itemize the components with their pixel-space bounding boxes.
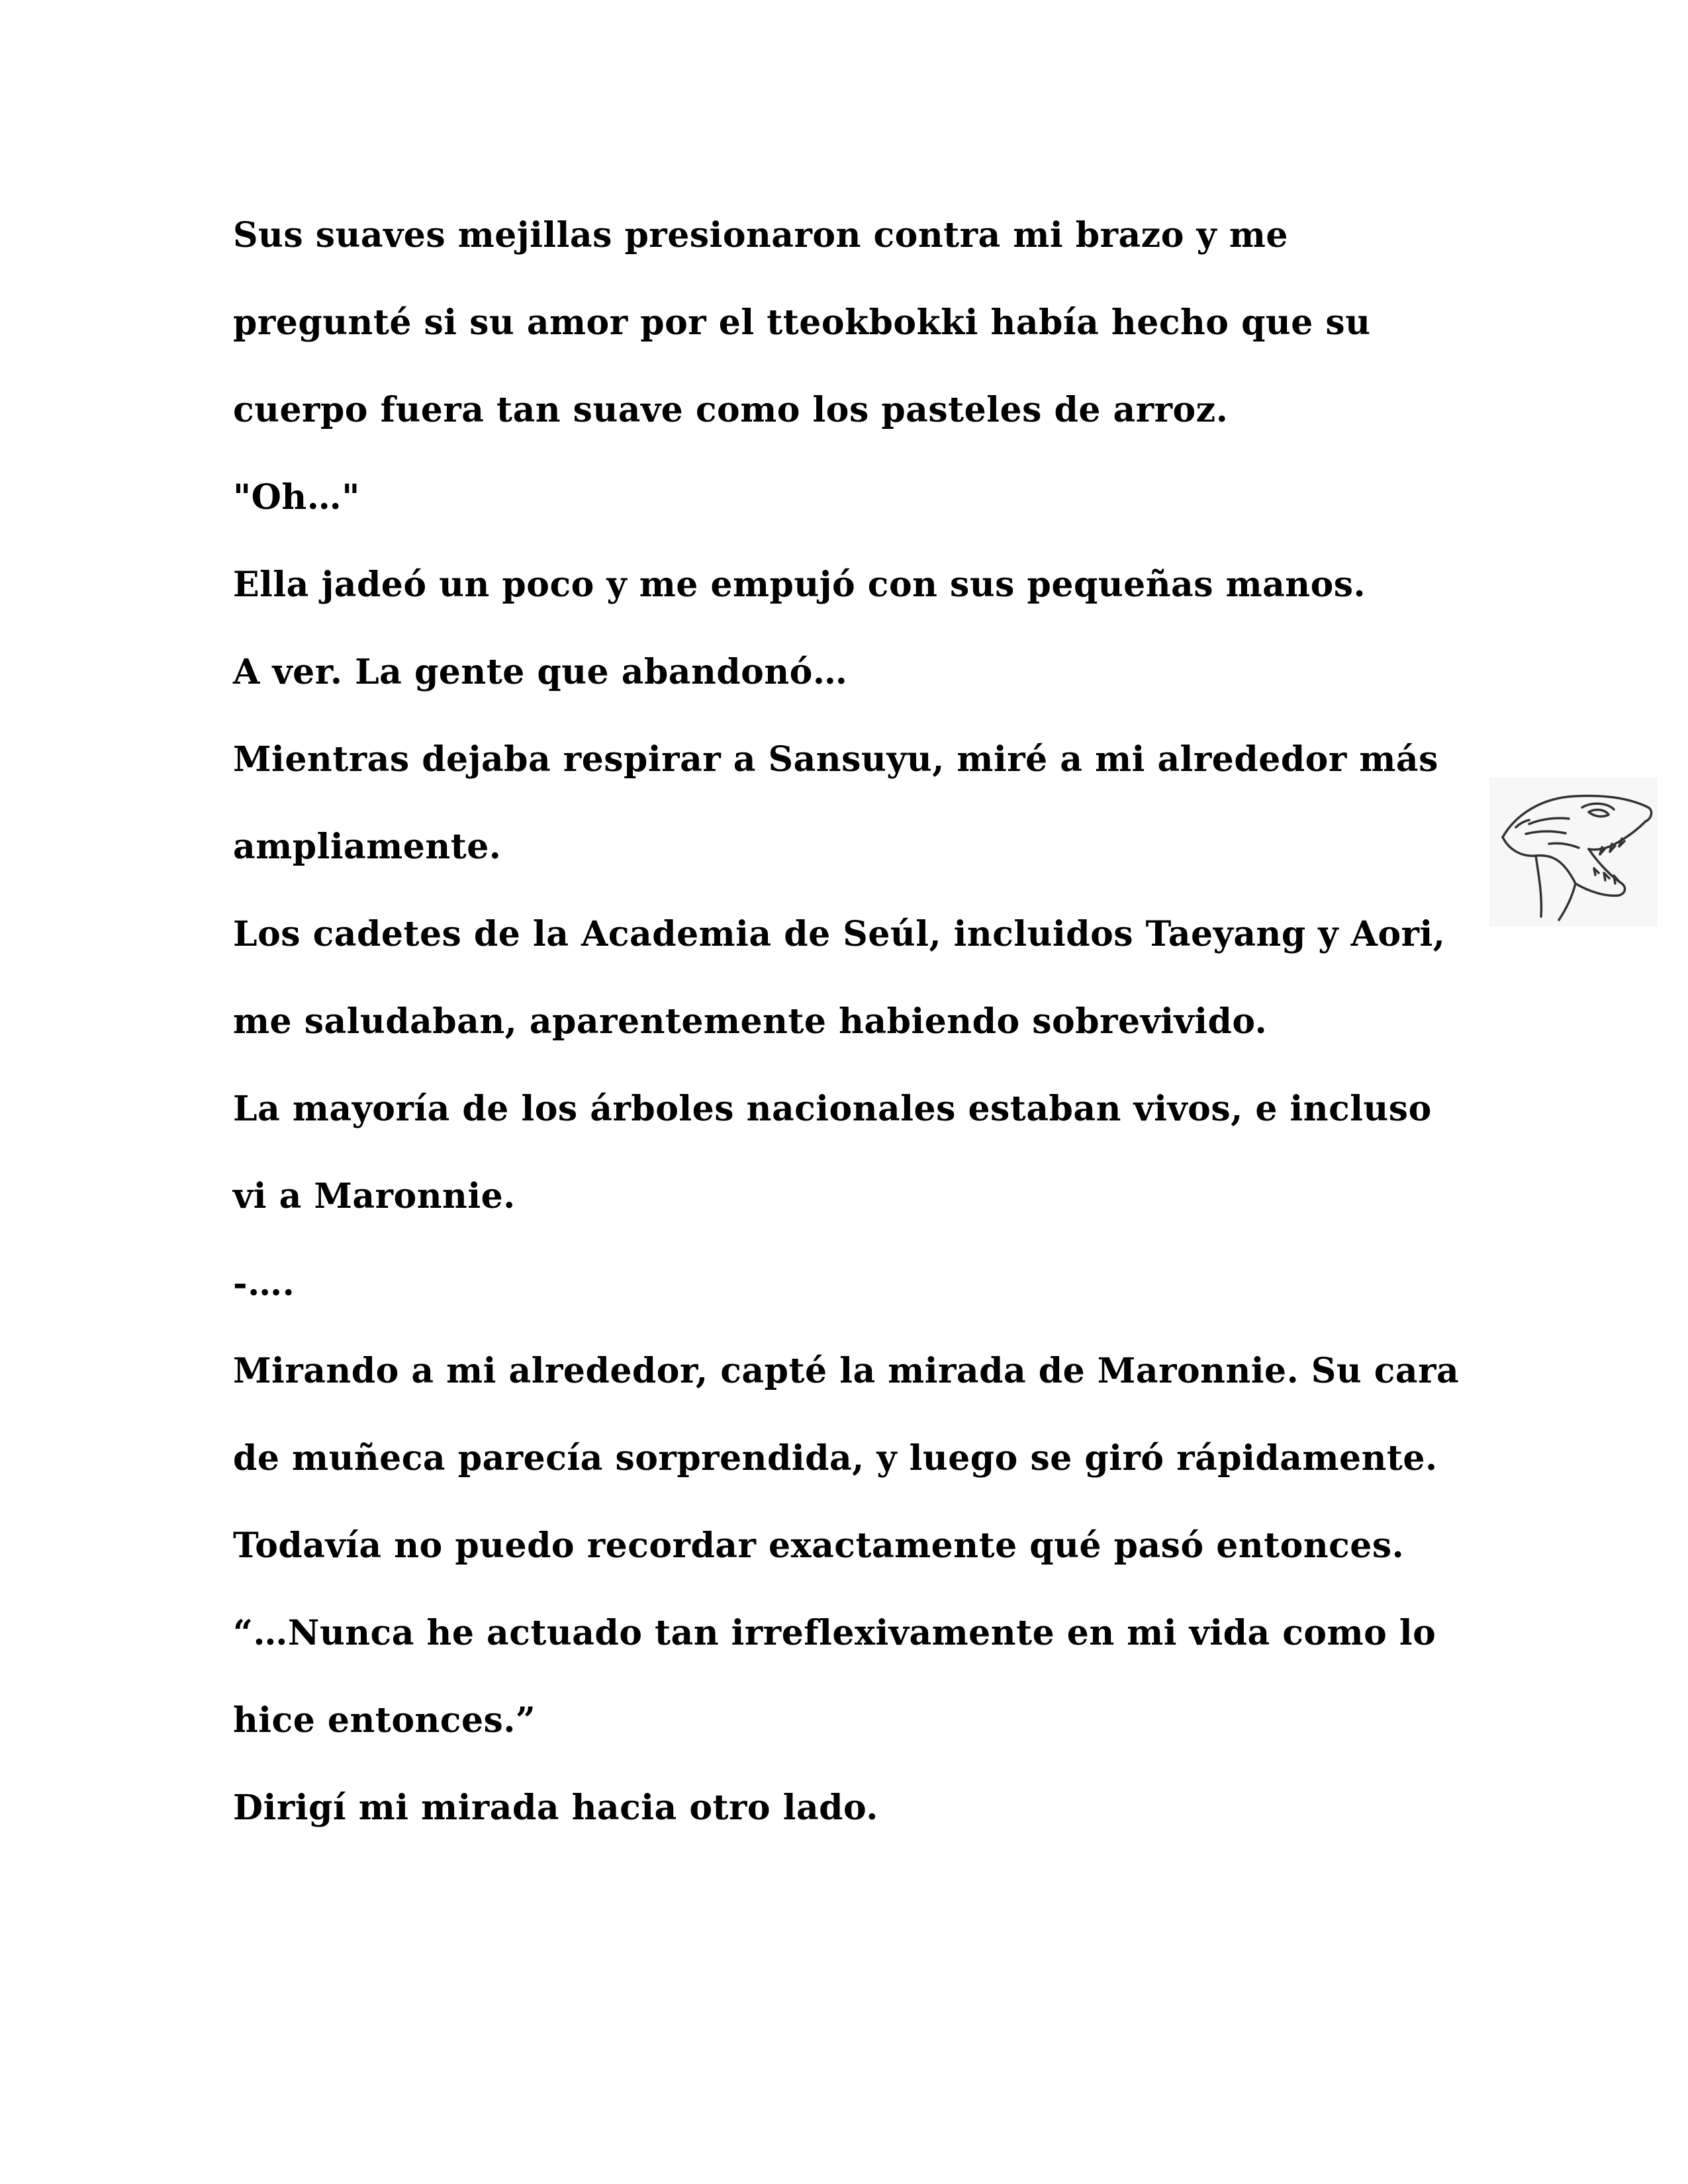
text-line: de muñeca parecía sorprendida, y luego se giró rápidamente. <box>233 1438 1438 1479</box>
text-line: -…. <box>233 1263 295 1304</box>
text-line: cuerpo fuera tan suave como los pasteles de arroz. <box>233 390 1229 430</box>
text-line: ampliamente. <box>233 827 502 867</box>
text-line: Los cadetes de la Academia de Seúl, incluidos Taeyang y Aori, <box>233 914 1446 954</box>
text-line: "Oh…" <box>233 477 360 518</box>
text-line: La mayoría de los árboles nacionales estaban vivos, e incluso <box>233 1089 1432 1129</box>
text-line: Mirando a mi alrededor, capté la mirada de Maronnie. Su cara <box>233 1351 1460 1391</box>
text-line: Ella jadeó un poco y me empujó con sus pequeñas manos. <box>233 565 1366 605</box>
text-line: Sus suaves mejillas presionaron contra mi brazo y me <box>233 215 1288 255</box>
text-line: Dirigí mi mirada hacia otro lado. <box>233 1788 878 1828</box>
text-line: hice entonces.” <box>233 1700 536 1741</box>
text-line: me saludaban, aparentemente habiendo sobrevivido. <box>233 1001 1268 1042</box>
text-line: Todavía no puedo recordar exactamente qué pasó entonces. <box>233 1525 1405 1566</box>
dinosaur-head-icon <box>1489 778 1658 927</box>
text-line: vi a Maronnie. <box>233 1176 516 1216</box>
text-line: Mientras dejaba respirar a Sansuyu, miré a mi alrededor más <box>233 739 1438 780</box>
text-line: pregunté si su amor por el tteokbokki había hecho que su <box>233 302 1371 343</box>
text-line: “…Nunca he actuado tan irreflexivamente en mi vida como lo <box>233 1613 1436 1653</box>
body-text <box>233 192 1491 1852</box>
text-line: A ver. La gente que abandonó… <box>233 652 848 692</box>
